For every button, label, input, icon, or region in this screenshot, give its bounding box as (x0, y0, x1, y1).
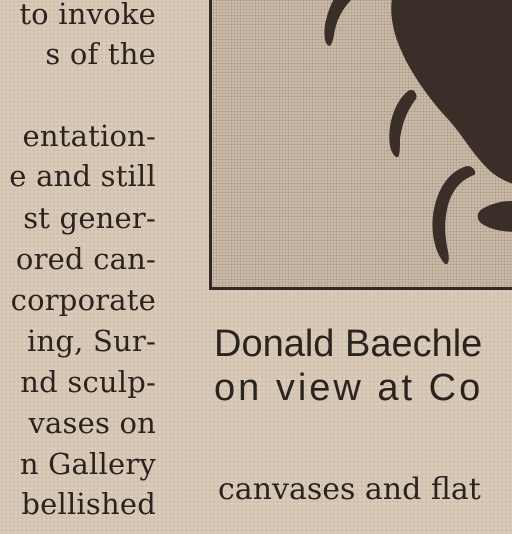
artwork-photo (209, 0, 512, 290)
article-text-line: n Gallery (19, 447, 156, 481)
claw-shape-lower (432, 166, 475, 264)
left-article-column (0, 0, 156, 534)
blob-shape-right (478, 201, 512, 232)
article-text-line: to invoke (19, 0, 156, 31)
article-text-line: ing, Sur- (27, 324, 156, 358)
claw-shape-top (324, 0, 352, 46)
claw-shape-middle (389, 90, 416, 157)
caption-line: Donald Baechle (214, 323, 483, 365)
article-text-line: st gener- (23, 201, 156, 235)
article-text-line: corporate (10, 283, 156, 317)
caption-line: on view at Co (214, 367, 484, 409)
article-text-line: ored can- (15, 242, 156, 276)
right-article-text: canvases and flat (218, 472, 481, 507)
article-text-line: bellished (21, 487, 156, 521)
article-text-line: vases on (28, 406, 156, 440)
photo-artwork-icon (212, 0, 512, 290)
article-text-line: s of the (45, 37, 156, 71)
article-text-line: entation- (22, 119, 156, 153)
article-text-line: nd sculp- (20, 365, 156, 399)
article-text-line: e and still (9, 159, 156, 193)
photo-caption (214, 322, 512, 410)
